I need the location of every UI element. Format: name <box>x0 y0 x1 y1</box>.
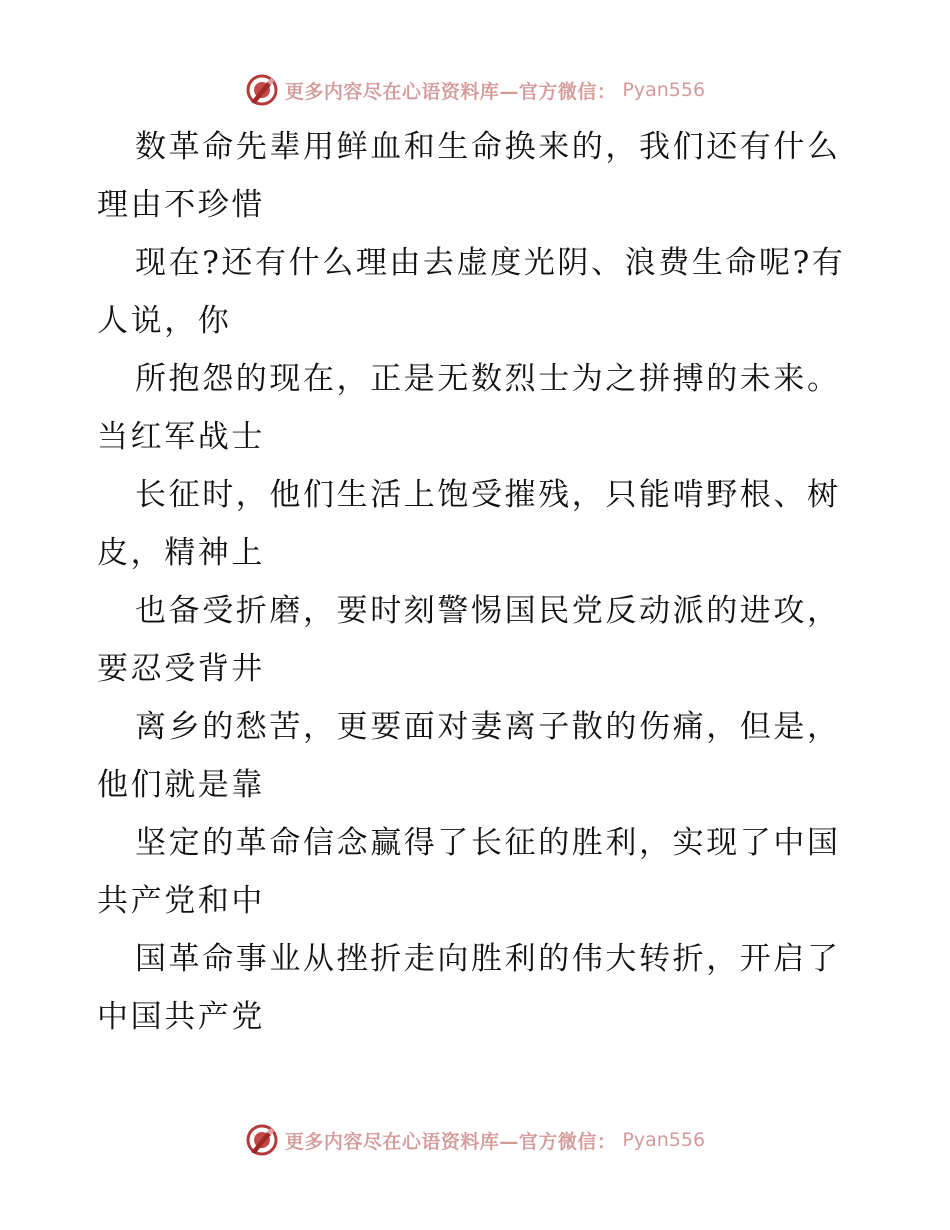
text-line: 他们就是靠 <box>97 767 265 803</box>
text-line: 长征时，他们生活上饱受摧残，只能啃野根、树 <box>135 477 841 513</box>
watermark-text: 更多内容尽在心语资料库—官方微信： <box>284 1130 617 1153</box>
watermark-wechat-id: Pyan556 <box>622 79 706 101</box>
text-line: 也备受折磨，要时刻警惕国民党反动派的进攻， <box>135 593 841 629</box>
watermark-text: 更多内容尽在心语资料库—官方微信： <box>284 80 617 103</box>
text-line: 要忍受背井 <box>97 651 265 687</box>
text-line: 数革命先辈用鲜血和生命换来的，我们还有什么 <box>135 129 841 165</box>
text-line: 所抱怨的现在，正是无数烈士为之拼搏的未来。 <box>135 361 841 397</box>
body-text <box>97 118 857 1046</box>
text-line: 现在?还有什么理由去虚度光阴、浪费生命呢?有 <box>135 245 846 281</box>
text-line: 坚定的革命信念赢得了长征的胜利，实现了中国 <box>135 825 841 861</box>
red-pen-circle-icon <box>245 1123 279 1157</box>
text-line: 离乡的愁苦，更要面对妻离子散的伤痛，但是， <box>135 709 841 745</box>
red-pen-circle-icon <box>245 73 279 107</box>
text-line: 共产党和中 <box>97 883 265 919</box>
footer-watermark <box>0 1120 950 1160</box>
text-line: 国革命事业从挫折走向胜利的伟大转折，开启了 <box>135 941 841 977</box>
text-line: 人说，你 <box>97 303 232 339</box>
text-line: 当红军战士 <box>97 419 265 455</box>
header-watermark <box>0 70 950 110</box>
text-line: 理由不珍惜 <box>97 187 265 223</box>
text-line: 皮，精神上 <box>97 535 265 571</box>
text-line: 中国共产党 <box>97 999 265 1035</box>
watermark-wechat-id: Pyan556 <box>622 1129 706 1151</box>
